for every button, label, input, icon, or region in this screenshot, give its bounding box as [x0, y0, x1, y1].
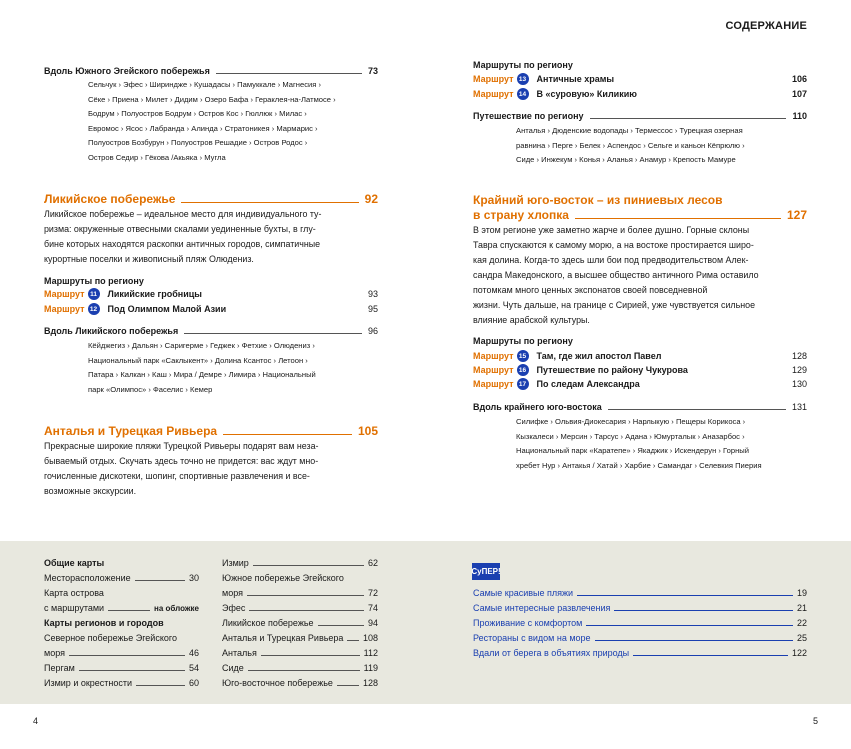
region-maps-heading: Карты регионов и городов: [44, 618, 164, 628]
map-antalya[interactable]: Анталья 112: [222, 648, 378, 658]
page-number-right: 5: [812, 716, 818, 726]
map-side[interactable]: Сиде 119: [222, 663, 378, 673]
map-south-coast-line1: Южное побережье Эгейского: [222, 573, 344, 583]
southeast-section-title[interactable]: в страну хлопка 127: [473, 208, 807, 222]
map-lycian[interactable]: Ликийское побережье 94: [222, 618, 378, 628]
super-entertainment[interactable]: Самые интересные развлечения 21: [473, 603, 807, 613]
map-location[interactable]: Месторасположение 30: [44, 573, 199, 583]
island-map-line1: Карта острова: [44, 588, 104, 598]
route-14[interactable]: Маршрут 14 В «суровую» Киликию 107: [473, 89, 807, 99]
page-number: 73: [367, 66, 378, 76]
super-beaches[interactable]: Самые красивые пляжи 19: [473, 588, 807, 598]
route-17[interactable]: Маршрут 17 По следам Александра 130: [473, 379, 807, 389]
leader-line: [181, 202, 358, 203]
leader-line: [608, 408, 786, 410]
lycian-section-title[interactable]: Ликийское побережье 92: [44, 192, 378, 206]
route-15[interactable]: Маршрут 15 Там, где жил апостол Павел 128: [473, 351, 807, 361]
route-11[interactable]: Маршрут 11 Ликийские гробницы 93: [44, 289, 378, 299]
along-lycian-entry[interactable]: Вдоль Ликийского побережья 96: [44, 326, 378, 336]
route-number-badge: 11: [88, 288, 100, 300]
route-number-badge: 14: [517, 88, 529, 100]
leader-line: [590, 117, 787, 119]
map-ephesus[interactable]: Эфес 74: [222, 603, 378, 613]
along-southeast-entry[interactable]: Вдоль крайнего юго-востока 131: [473, 402, 807, 412]
leader-line: [184, 332, 362, 334]
route-number-badge: 12: [88, 303, 100, 315]
antalya-description: Прекрасные широкие пляжи Турецкой Ривьеры подарят вам неза- бываемый отдых. Скучать здесь точно не придется: вас ждут мно- гочисленные дискотеки, шопинг, спортивные развлечения и все- возможные экскурсии.: [44, 441, 319, 496]
route-number-badge: 13: [517, 73, 529, 85]
lycian-description: Ликийское побережье – идеальное место для индивидуального ту- ризма: окруженные отвесными скалами уединенные бухты, в глу- бине которых находятся раскопки античных городов, симпатичные курортные поселки и живописный пляж Олюдениз.: [44, 209, 322, 264]
leader-line: [223, 434, 352, 435]
map-south-coast[interactable]: моря 72: [222, 588, 378, 598]
map-north-coast[interactable]: моря 46: [44, 648, 199, 658]
general-maps-heading: Общие карты: [44, 558, 105, 568]
map-island-routes[interactable]: с маршрутами на обложке: [44, 603, 199, 613]
route-number-badge: 17: [517, 378, 529, 390]
travel-places: Анталья › Дюденские водопады › Термессос › Турецкая озерная равнина › Перге › Белек › Аспендос › Сельге и каньон Кёпрюлю › Сиде › Инжекум › Конья › Аланья › Анамур › Крепость Мамуре: [516, 126, 745, 164]
route-number-badge: 15: [517, 350, 529, 362]
leader-line: [216, 72, 362, 74]
map-izmir-env[interactable]: Измир и окрестности 60: [44, 678, 199, 688]
routes-label: Маршруты по региону: [473, 60, 573, 70]
north-coast-line1: Северное побережье Эгейского: [44, 633, 177, 643]
super-nature[interactable]: Вдали от берега в объятиях природы 122: [473, 648, 807, 658]
map-pergam[interactable]: Пергам 54: [44, 663, 199, 673]
south-coast-entry[interactable]: [44, 66, 378, 76]
map-southeast[interactable]: Юго-восточное побережье 128: [222, 678, 378, 688]
route-13[interactable]: Маршрут 13 Античные храмы 106: [473, 74, 807, 84]
leader-line: [575, 218, 781, 219]
lycian-places: Кёйджегиз › Дальян › Саригерме › Геджек › Фетхие › Олюдениз › Национальный парк «Саклыкент» › Долина Ксантос › Летоон › Патара › Калкан › Каш › Мира / Демре › Лимира › Национальный парк «Олимпос» › Фаселис › Кемер: [88, 341, 316, 394]
super-restaurants[interactable]: Рестораны с видом на море 25: [473, 633, 807, 643]
route-12[interactable]: Маршрут 12 Под Олимпом Малой Азии 95: [44, 304, 378, 314]
entry-label: Вдоль Южного Эгейского побережья: [44, 66, 210, 76]
page-number-left: 4: [33, 716, 39, 726]
south-coast-places: Сельчук › Эфес › Ширинджe › Кушадасы › Памуккале › Магнесия › Сёке › Приена › Милет › Дидим › Озеро Бафа › Гераклея-на-Латмосе › Бодрум › Полуостров Бодрум › Остров Кос › Гюллюк › Милас › Евромос › Ясос › Лабранда › Алинда › Стратоникея › Мармарис › Полуостров Бозбурун › Полуостров Решадие › Остров Родос › Остров Седир › Гёкова /Акьяка › Мугла: [88, 80, 336, 162]
southeast-routes-label: Маршруты по региону: [473, 336, 573, 346]
southeast-places: Силифке › Ольвия-Диокесария › Нарлыкую › Пещеры Корикоса › Кызкалеси › Мерсин › Тарсус › Адана › Юмурталык › Аназарбос › Национальный парк «Каратепе» › Якаджик › Искендерун › Горный хребет Нур › Антакья / Хатай › Харбие › Самандаг › Селевкия Пиерия: [516, 417, 762, 470]
travel-region-entry[interactable]: Путешествие по региону 110: [473, 111, 807, 121]
lycian-routes-label: Маршруты по региону: [44, 276, 144, 286]
route-number-badge: 16: [517, 364, 529, 376]
southeast-description: В этом регионе уже заметно жарче и более душно. Горные склоны Тавра спускаются к самому морю, а на востоке простирается широ- кая долина. Когда-то здесь шли бои под предводительством Алек- сандра Македонского, а высшее общество античного Рима оставило потомкам много ценных экспонатов своей повседневной жизни. Чуть дальше, на границе с Сирией, уже чувствуется сильное влияние арабской культуры.: [473, 225, 759, 325]
southeast-title-line1[interactable]: Крайний юго-восток – из пиниевых лесов: [473, 193, 723, 207]
map-antalya-riviera[interactable]: Анталья и Турецкая Ривьера 108: [222, 633, 378, 643]
super-logo: СуПЕР!: [472, 563, 500, 580]
route-16[interactable]: Маршрут 16 Путешествие по району Чукурова 129: [473, 365, 807, 375]
super-comfort[interactable]: Проживание с комфортом 22: [473, 618, 807, 628]
map-izmir[interactable]: Измир 62: [222, 558, 378, 568]
toc-title: СОДЕРЖАНИЕ: [725, 20, 807, 32]
antalya-section-title[interactable]: Анталья и Турецкая Ривьера 105: [44, 424, 378, 438]
